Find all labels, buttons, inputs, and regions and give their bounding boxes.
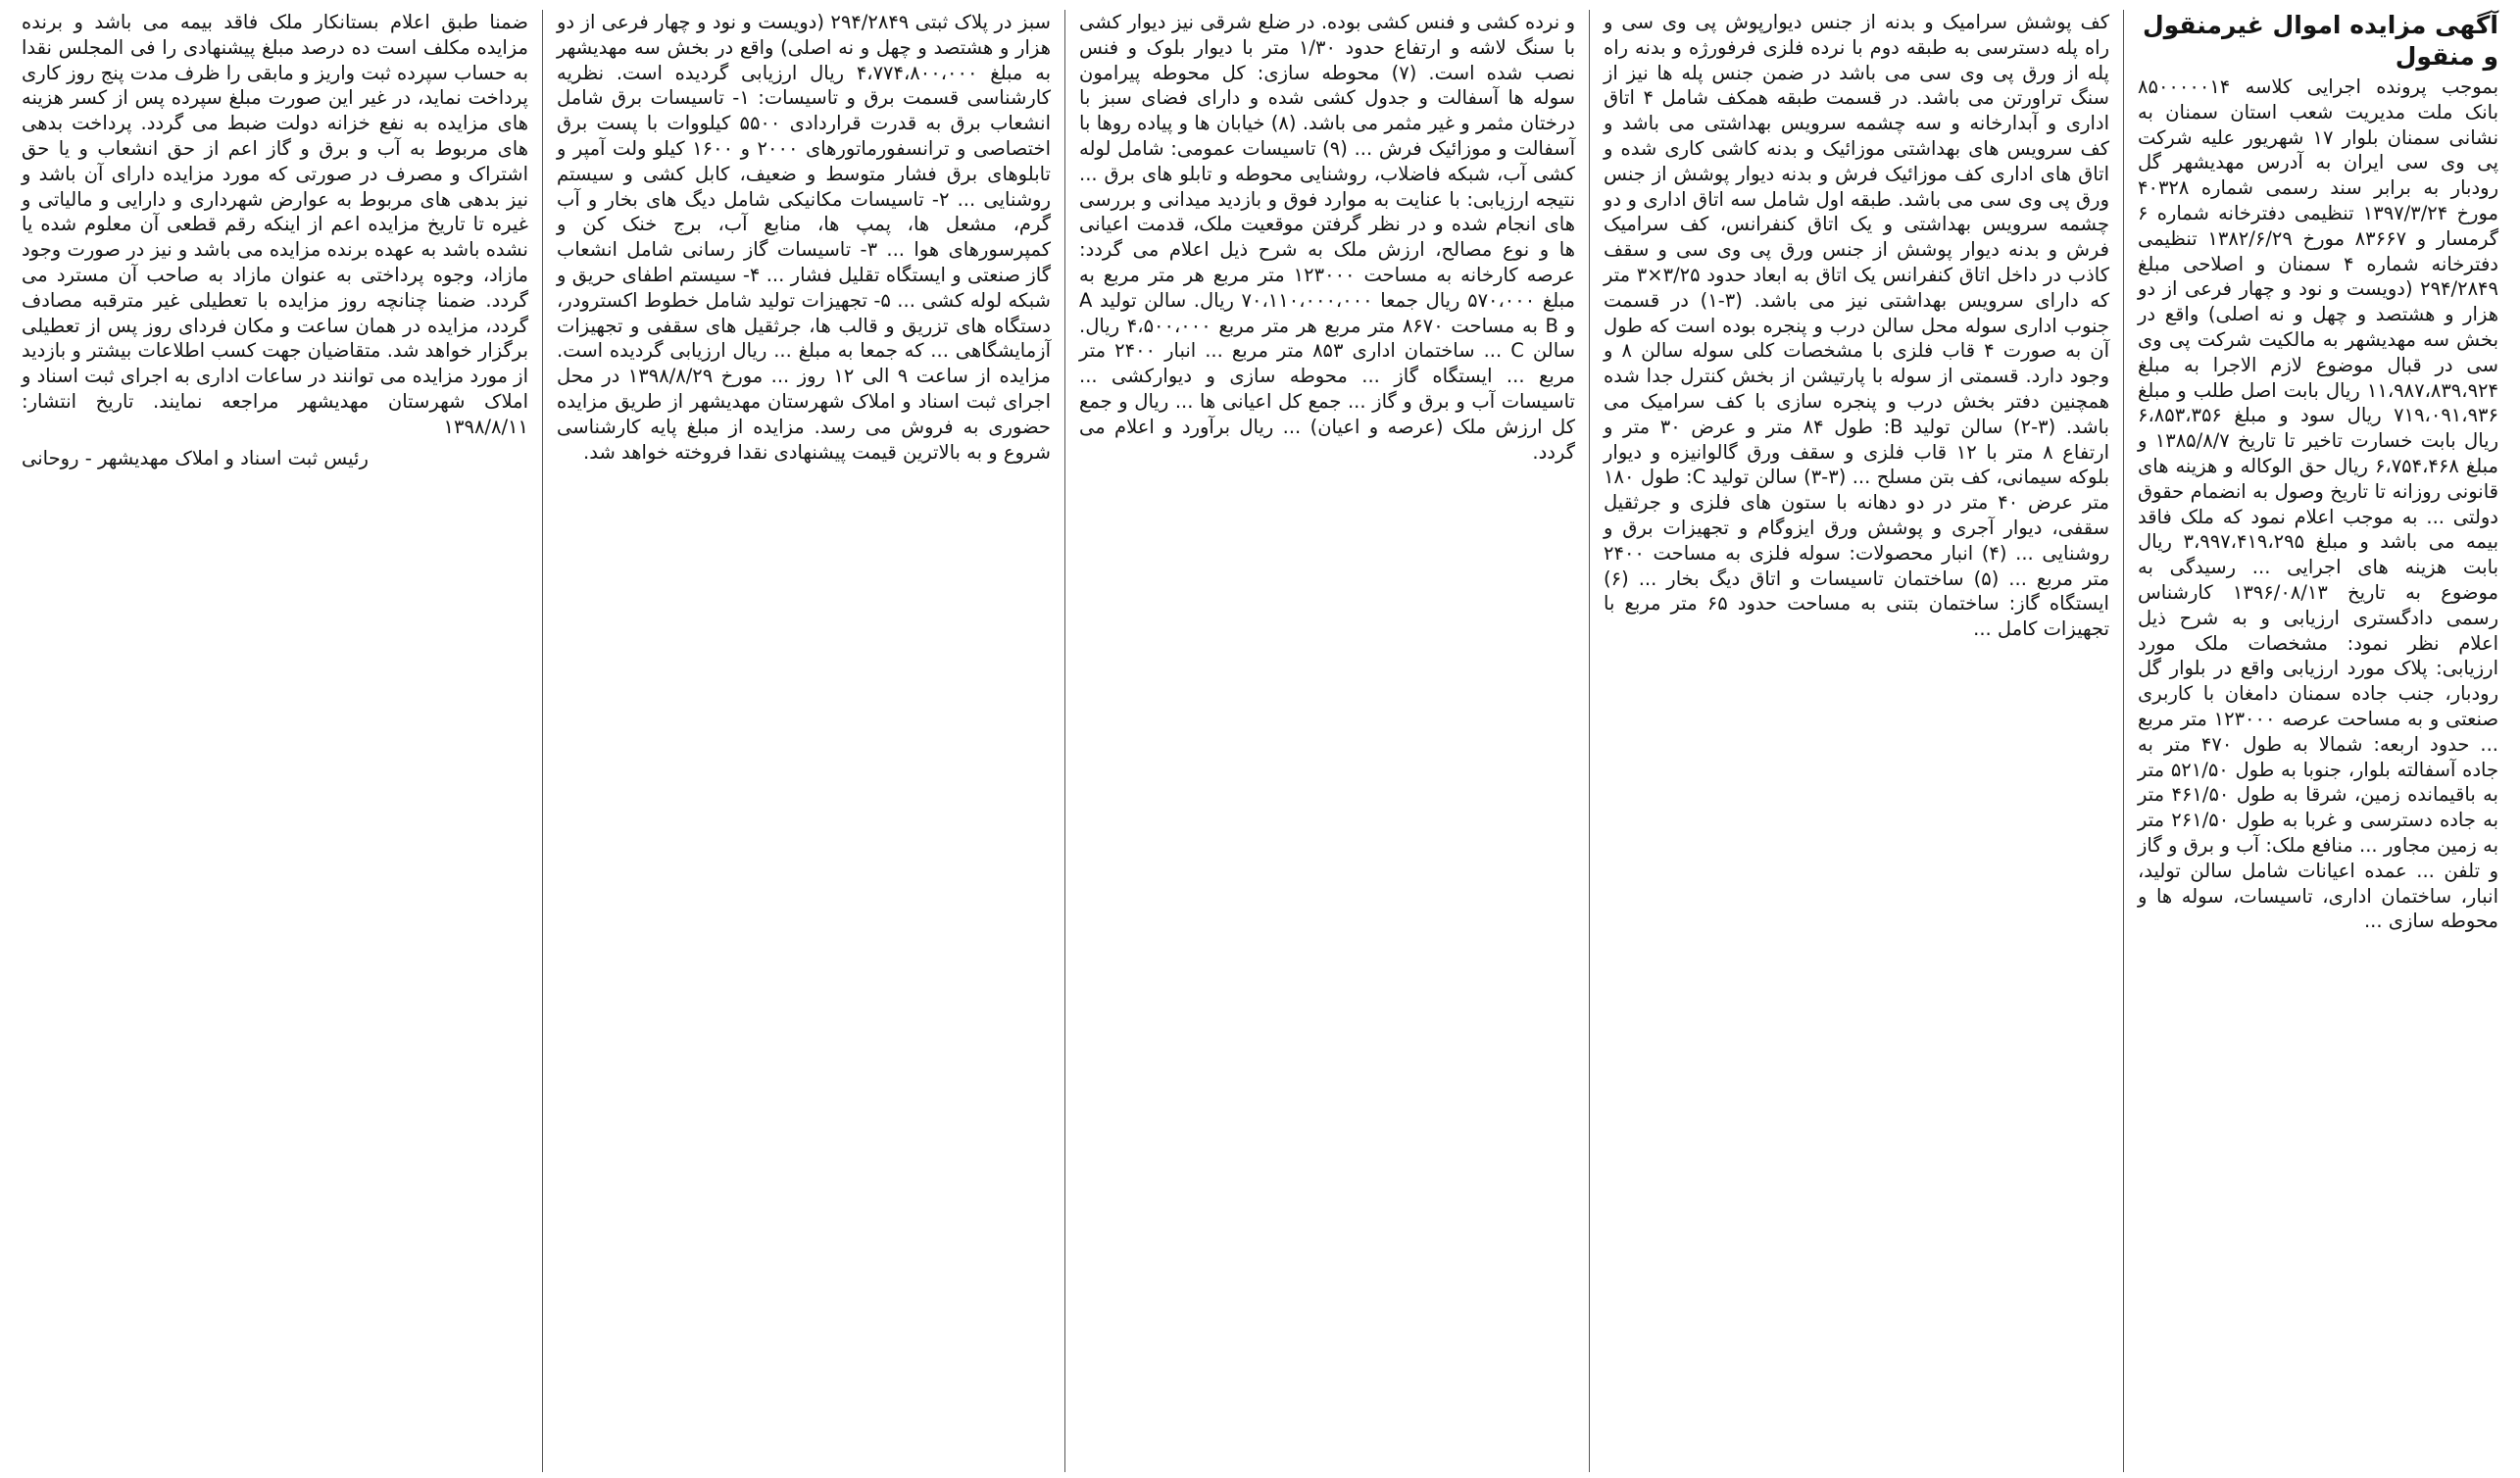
notice-column-4 xyxy=(542,10,1064,1472)
notice-column-2-text: کف پوشش سرامیک و بدنه از جنس دیوارپوش پی وی سی و راه پله دسترسی به طبقه دوم با نرده فلزی فرفورژه و بدنه راه پله از ورق پی وی سی می باشد در ضمن جنس پله ها نیز از سنگ تراورتن می باشد. در قسمت طبقه همکف شامل ۴ اتاق اداری و آبدارخانه و سه چشمه سرویس بهداشتی می باشد و کف سرویس های بهداشتی موزائیک و بدنه کاشی کاری شده و اتاق های اداری کف موزائیک فرش و بدنه دیوار پوشش از جنس ورق پی وی سی می باشد. طبقه اول شامل سه اتاق اداری و دو چشمه سرویس بهداشتی و یک اتاق کنفرانس، کف سرامیک فرش و بدنه دیوار پوشش از جنس ورق پی وی سی و سقف کاذب در داخل اتاق کنفرانس یک اتاق به ابعاد حدود ۳/۲۵×۳ متر که دارای سرویس بهداشتی نیز می باشد. (۳-۱) در قسمت جنوب اداری سوله محل سالن درب و پنجره بوده است که طول آن به صورت ۴ قاب فلزی با مشخصات کلی سوله سالن ۸ و وجود دارد. قسمتی از سوله با پارتیشن از بخش کنترل جدا شده همچنین دفتر بخش درب و پنجره سازی با کف سرامیک می باشد. (۳-۲) سالن تولید B: طول ۸۴ متر و عرض ۳۰ متر و ارتفاع ۸ متر با ۱۲ قاب فلزی و سقف ورق گالوانیزه و دیوار بلوکه سیمانی، کف بتن مسلح ... (۳-۳) سالن تولید C: طول ۱۸۰ متر عرض ۴۰ متر در دو دهانه با ستون های فلزی و جرثقیل سقفی، دیوار آجری و پوشش ورق ایزوگام و تجهیزات برق و روشنایی ... (۴) انبار محصولات: سوله فلزی به مساحت ۲۴۰۰ متر مربع ... (۵) ساختمان تاسیسات و اتاق دیگ بخار ... (۶) ایستگاه گاز: ساختمان بتنی به مساحت حدود ۶۵ متر مربع با تجهیزات کامل ... xyxy=(1604,11,2110,641)
notice-column-3-text: و نرده کشی و فنس کشی بوده. در ضلع شرقی نیز دیوار کشی با سنگ لاشه و ارتفاع حدود ۱/۳۰ متر با دیوار بلوک و فنس نصب شده است. (۷) محوطه سازی: کل محوطه پیرامون سوله ها آسفالت و جدول کشی شده و دارای فضای سبز با درختان مثمر و غیر مثمر می باشد. (۸) خیابان ها و پیاده روها با آسفالت و موزائیک فرش ... (۹) تاسیسات عمومی: شامل لوله کشی آب، شبکه فاضلاب، روشنایی محوطه و تابلو های برق ... نتیجه ارزیابی: با عنایت به موارد فوق و بازدید میدانی و بررسی های انجام شده و در نظر گرفتن موقعیت ملک، قدمت اعیانی ها و نوع مصالح، ارزش ملک به شرح ذیل اعلام می گردد: عرصه کارخانه به مساحت ۱۲۳۰۰۰ متر مربع هر متر مربع به مبلغ ۵۷۰،۰۰۰ ریال جمعا ۷۰،۱۱۰،۰۰۰،۰۰۰ ریال. سالن تولید A و B به مساحت ۸۶۷۰ متر مربع هر متر مربع ۴،۵۰۰،۰۰۰ ریال. سالن C ... ساختمان اداری ۸۵۳ متر مربع ... انبار ۲۴۰۰ متر مربع ... ایستگاه گاز ... محوطه سازی و دیوارکشی ... تاسیسات آب و برق و گاز ... جمع کل اعیانی ها ... ریال و جمع کل ارزش ملک (عرصه و اعیان) ... ریال برآورد و اعلام می گردد. xyxy=(1079,11,1576,464)
notice-column-2 xyxy=(1589,10,2123,1472)
notice-headline: آگهی مزایده اموال غیرمنقول و منقول xyxy=(2142,11,2498,71)
notice-signature: رئیس ثبت اسناد و املاک مهدیشهر - روحانی xyxy=(22,446,369,469)
notice-column-1 xyxy=(2123,10,2512,1472)
notice-column-3 xyxy=(1064,10,1589,1472)
notice-column-1-text: بموجب پرونده اجرایی کلاسه ۸۵۰۰۰۰۰۱۴ بانک ملت مدیریت شعب استان سمنان به نشانی سمنان بلوار ۱۷ شهریور علیه شرکت پی وی سی ایران به آدرس مهدیشهر گل رودبار به برابر سند رسمی شماره ۴۰۳۲۸ مورخ ۱۳۹۷/۳/۲۴ تنظیمی دفترخانه شماره ۶ گرمسار و ۸۳۶۶۷ مورخ ۱۳۸۲/۶/۲۹ تنظیمی دفترخانه شماره ۴ سمنان و اصلاحی مبلغ ۲۹۴/۲۸۴۹ (دویست و نود و چهار فرعی از دو هزار و هشتصد و چهل و نه اصلی) واقع در بخش سه مهدیشهر به مالکیت شرکت پی وی سی در قبال موضوع لازم الاجرا به مبلغ ۱۱،۹۸۷،۸۳۹،۹۲۴ ریال بابت اصل طلب و مبلغ ۷۱۹،۰۹۱،۹۳۶ ریال سود و مبلغ ۶،۸۵۳،۳۵۶ ریال بابت خسارت تاخیر تا تاریخ ۱۳۸۵/۸/۷ و مبلغ ۶،۷۵۴،۴۶۸ ریال حق الوکاله و هزینه های قانونی روزانه تا تاریخ وصول به انضمام حقوق دولتی ... به موجب اعلام نمود که ملک فاقد بیمه می باشد و مبلغ ۳،۹۹۷،۴۱۹،۲۹۵ ریال بابت هزینه های اجرایی ... رسیدگی به موضوع به تاریخ ۱۳۹۶/۰۸/۱۳ کارشناس رسمی دادگستری ارزیابی و به شرح ذیل اعلام نظر نمود: مشخصات ملک مورد ارزیابی: پلاک مورد ارزیابی واقع در بلوار گل رودبار، جنب جاده سمنان دامغان با کاربری صنعتی و به مساحت عرصه ۱۲۳۰۰۰ متر مربع ... حدود اربعه: شمالا به طول ۴۷۰ متر به جاده آسفالته بلوار، جنوبا به طول ۵۲۱/۵۰ متر به باقیمانده زمین، شرقا به طول ۴۶۱/۵۰ متر به جاده دسترسی و غربا به طول ۲۶۱/۵۰ متر به زمین مجاور ... منافع ملک: آب و برق و گاز و تلفن ... عمده اعیانات شامل سالن تولید، انبار، ساختمان اداری، تاسیسات، سوله ها و محوطه سازی ... xyxy=(2138,75,2499,933)
notice-column-5 xyxy=(8,10,542,1472)
notice-column-5-text: ضمنا طبق اعلام بستانکار ملک فاقد بیمه می باشد و برنده مزایده مکلف است ده درصد مبلغ پیشنهادی را فی المجلس نقدا به حساب سپرده ثبت واریز و مابقی را ظرف مدت پنج روز کاری پرداخت نماید، در غیر این صورت مبلغ سپرده پس از کسر هزینه های مزایده به نفع خزانه دولت ضبط می گردد. پرداخت بدهی های مربوط به آب و برق و گاز اعم از حق انشعاب و یا حق اشتراک و مصرف در صورتی که مورد مزایده دارای آن باشد و نیز بدهی های مربوط به عوارض شهرداری و دارایی و مالیاتی و غیره تا تاریخ مزایده اعم از اینکه رقم قطعی آن معلوم شده یا نشده باشد به عهده برنده مزایده می باشد و نیز در صورت وجود مازاد، وجوه پرداختی به عنوان مازاد به صاحب آن مسترد می گردد. ضمنا چنانچه روز مزایده با تعطیلی غیر مترقبه مصادف گردد، مزایده در همان ساعت و مکان فردای روز پس از تعطیلی برگزار خواهد شد. متقاضیان جهت کسب اطلاعات بیشتر و بازدید از مورد مزایده می توانند در ساعات اداری به اجرای ثبت اسناد و املاک شهرستان مهدیشهر مراجعه نمایند. تاریخ انتشار: ۱۳۹۸/۸/۱۱ xyxy=(22,11,528,438)
notice-column-4-text: سبز در پلاک ثبتی ۲۹۴/۲۸۴۹ (دویست و نود و چهار فرعی از دو هزار و هشتصد و چهل و نه اصلی) واقع در بخش سه مهدیشهر به مبلغ ۴،۷۷۴،۸۰۰،۰۰۰ ریال ارزیابی گردیده است. نظریه کارشناسی قسمت برق و تاسیسات: ۱- تاسیسات برق شامل انشعاب برق به قدرت قراردادی ۵۵۰۰ کیلووات با پست برق اختصاصی و ترانسفورماتورهای ۲۰۰۰ و ۱۶۰۰ کیلو ولت آمپر و تابلوهای برق فشار متوسط و ضعیف، کابل کشی و سیستم روشنایی ... ۲- تاسیسات مکانیکی شامل دیگ های بخار و آب گرم، مشعل ها، پمپ ها، منابع آب، برج خنک کن و کمپرسورهای هوا ... ۳- تاسیسات گاز رسانی شامل انشعاب گاز صنعتی و ایستگاه تقلیل فشار ... ۴- سیستم اطفای حریق و شبکه لوله کشی ... ۵- تجهیزات تولید شامل خطوط اکسترودر، دستگاه های تزریق و قالب ها، جرثقیل های سقفی و تجهیزات آزمایشگاهی ... که جمعا به مبلغ ... ریال ارزیابی گردیده است. مزایده از ساعت ۹ الی ۱۲ روز ... مورخ ۱۳۹۸/۸/۲۹ در محل اجرای ثبت اسناد و املاک شهرستان مهدیشهر از طریق مزایده حضوری به فروش می رسد. مزایده از مبلغ پایه کارشناسی شروع و به بالاترین قیمت پیشنهادی نقدا فروخته خواهد شد. xyxy=(557,11,1052,464)
